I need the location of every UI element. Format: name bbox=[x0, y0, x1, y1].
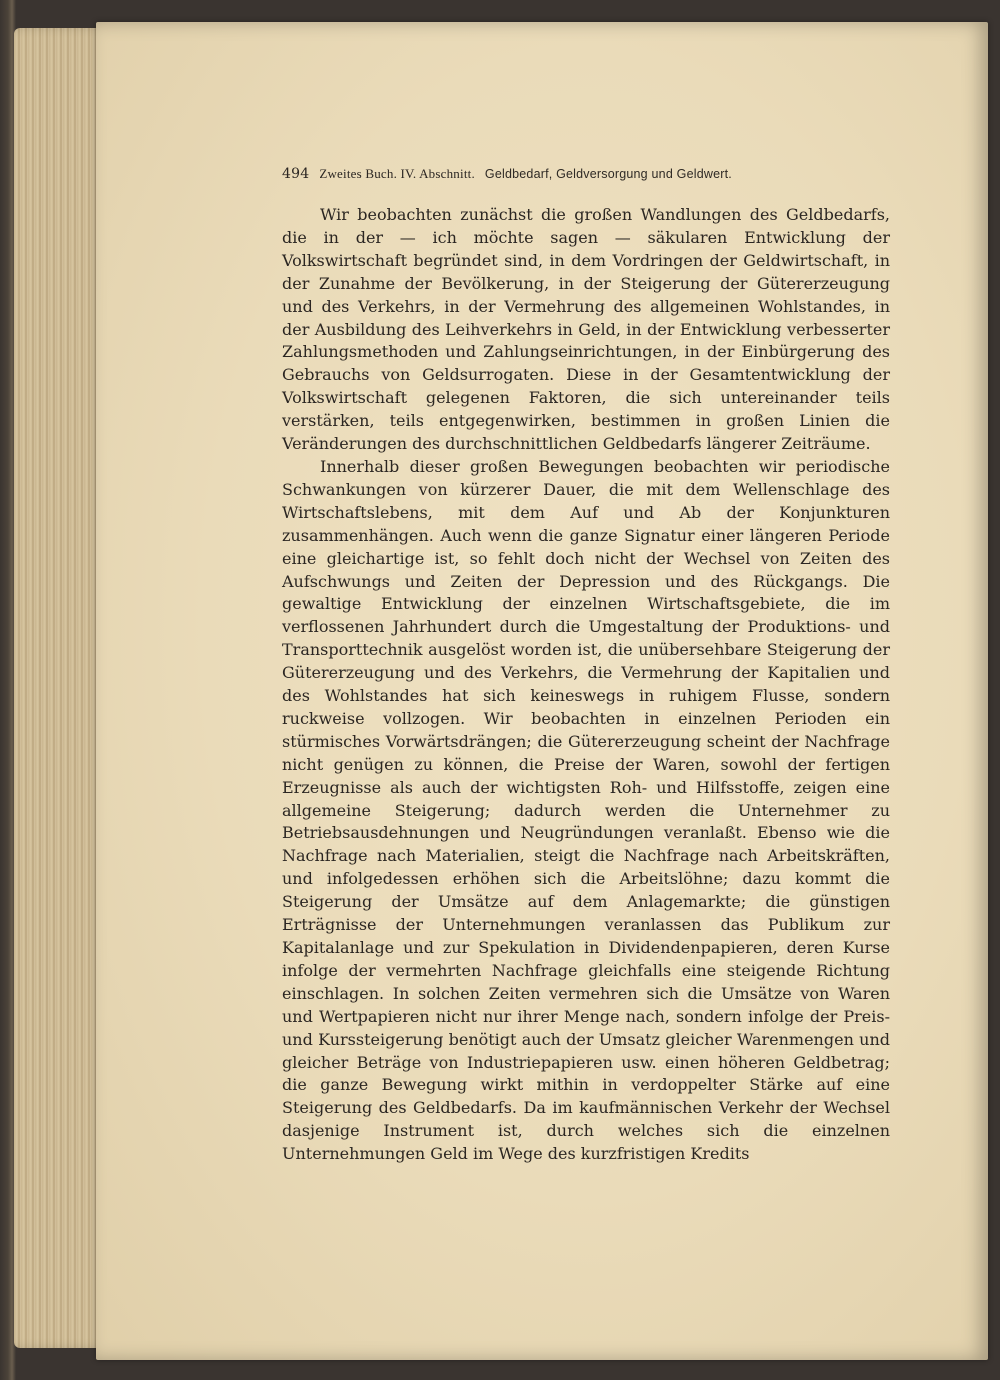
book-page bbox=[96, 22, 988, 1360]
page-number: 494 bbox=[282, 166, 310, 182]
section-title: Geldbedarf, Geldversorgung und Geldwert. bbox=[484, 167, 732, 181]
running-head bbox=[282, 166, 890, 182]
paragraph-2: Innerhalb dieser großen Bewegungen beobachten wir periodische Schwankungen von kürzerer Dauer, die mit dem Wellenschlage des Wirtschaftslebens, mit dem Auf und Ab der Konjunkturen zusammenhängen. Auch wenn die ganze Signatur einer längeren Periode eine gleichartige ist, so fehlt doch nicht der Wechsel von Zeiten des Aufschwungs und Zeiten der Depression und des Rückgangs. Die gewaltige Entwicklung der einzelnen Wirtschaftsgebiete, die im verflossenen Jahrhundert durch die Umgestaltung der Produktions- und Transporttechnik ausgelöst worden ist, die unübersehbare Steigerung der Gütererzeugung und des Verkehrs, die Vermehrung der Kapitalien und des Wohlstandes hat sich keineswegs in ruhigem Flusse, sondern ruckweise vollzogen. Wir beobachten in einzelnen Perioden ein stürmisches Vorwärtsdrängen; die Gütererzeugung scheint der Nachfrage nicht genügen zu können, die Preise der Waren, sowohl der fertigen Erzeugnisse als auch der wichtigsten Roh- und Hilfsstoffe, zeigen eine allgemeine Steigerung; dadurch werden die Unternehmer zu Betriebsausdehnungen und Neugründungen veranlaßt. Ebenso wie die Nachfrage nach Materialien, steigt die Nachfrage nach Arbeitskräften, und infolgedessen erhöhen sich die Arbeitslöhne; dazu kommt die Steigerung der Umsätze auf dem Anlagemarkte; die günstigen Erträgnisse der Unternehmungen veranlassen das Publikum zur Kapitalanlage und zur Spekulation in Dividendenpapieren, deren Kurse infolge der vermehrten Nachfrage gleichfalls eine steigende Richtung einschlagen. In solchen Zeiten vermehren sich die Umsätze von Waren und Wertpapieren nicht nur ihrer Menge nach, sondern infolge der Preis- und Kurssteigerung benötigt auch der Umsatz gleicher Warenmengen und gleicher Beträge von Industriepapieren usw. einen höheren Geldbetrag; die ganze Bewegung wirkt mithin in verdoppelter Stärke auf eine Steigerung des Geldbedarfs. Da im kaufmännischen Verkehr der Wechsel dasjenige Instrument ist, durch welches sich die einzelnen Unternehmungen Geld im Wege des kurzfristigen Kredits bbox=[282, 456, 890, 1164]
body-text bbox=[282, 204, 890, 1166]
paragraph-1: Wir beobachten zunächst die großen Wandlungen des Geldbedarfs, die in der — ich möchte sagen — säkularen Entwicklung der Volkswirtschaft begründet sind, in dem Vordringen der Geldwirtschaft, in der Zunahme der Bevölkerung, in der Steigerung der Gütererzeugung und des Verkehrs, in der Vermehrung des allgemeinen Wohlstandes, in der Ausbildung des Leihverkehrs in Geld, in der Entwicklung verbesserter Zahlungsmethoden und Zahlungseinrichtungen, in der Einbürgerung des Gebrauchs von Geldsurrogaten. Diese in der Gesamtentwicklung der Volkswirtschaft gelegenen Faktoren, die sich untereinander teils verstärken, teils entgegenwirken, bestimmen in großen Linien die Veränderungen des durchschnittlichen Geldbedarfs längerer Zeiträume. bbox=[282, 205, 890, 454]
page-content bbox=[282, 142, 890, 1166]
chapter-label: Zweites Buch. IV. Abschnitt. bbox=[319, 166, 475, 181]
